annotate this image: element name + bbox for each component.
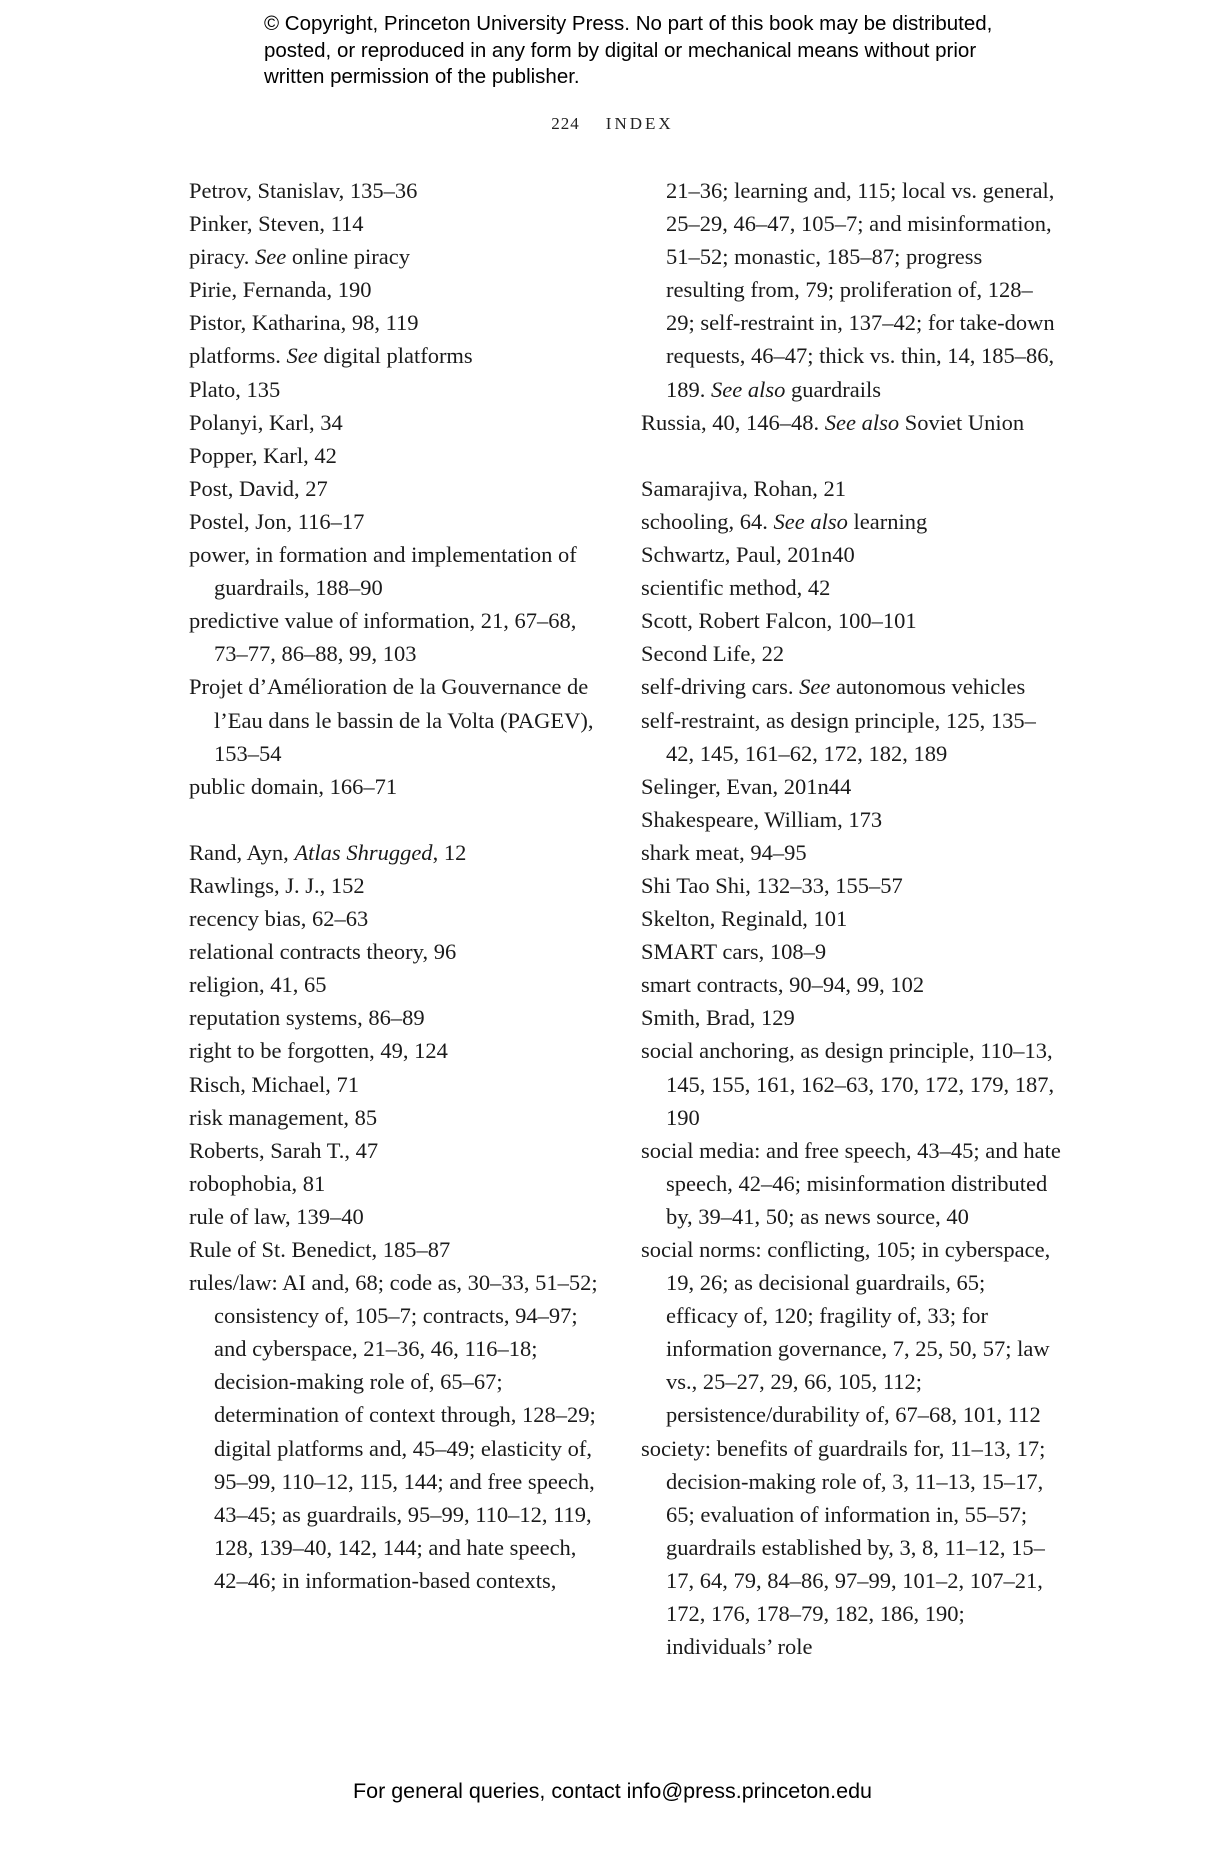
index-entry: Samarajiva, Rohan, 21 (641, 475, 846, 501)
index-entry: Selinger, Evan, 201n44 (641, 773, 852, 799)
index-entry: society: benefits of guardrails for, 11–13, 17; decision-making role of, 3, 11–13, 15–17, 65; evaluation of information in, 55–57; guardrails established by, 3, 8, 11–12, 15–17, 64, 79, 84–86, 97–99, 101–2, 107–21, 172, 176, 178–79, 182, 186, 190; individuals’ role (641, 1435, 1046, 1660)
index-entry: Skelton, Reginald, 101 (641, 906, 848, 932)
index-entry: Roberts, Sarah T., 47 (189, 1137, 379, 1163)
index-entry: scientific method, 42 (641, 575, 831, 601)
index-entry: Pinker, Steven, 114 (189, 211, 364, 237)
index-entry: risk management, 85 (189, 1104, 378, 1130)
index-entry: Risch, Michael, 71 (189, 1071, 359, 1097)
index-entry: Second Life, 22 (641, 641, 785, 667)
running-head-title: INDEX (605, 114, 674, 133)
index-entry: Projet d’Amélioration de la Gouvernance de l’Eau dans le bassin de la Volta (PAGEV), 153–54 (189, 674, 594, 766)
index-entry: self-driving cars. See autonomous vehicles (641, 674, 1026, 700)
index-entry: reputation systems, 86–89 (189, 1005, 425, 1031)
index-entry: public domain, 166–71 (189, 773, 398, 799)
index-entry: schooling, 64. See also learning (641, 508, 928, 534)
index-entry: Postel, Jon, 116–17 (189, 508, 365, 534)
index-entry: platforms. See digital platforms (189, 343, 473, 369)
index-entry: social norms: conflicting, 105; in cyberspace, 19, 26; as decisional guardrails, 65; efficacy of, 120; fragility of, 33; for information governance, 7, 25, 50, 57; law vs., 25–27, 29, 66, 105, 112; persistence/durability of, 67–68, 101, 112 (641, 1237, 1051, 1428)
index-entry: Petrov, Stanislav, 135–36 (189, 178, 418, 203)
index-entry: Rawlings, J. J., 152 (189, 872, 365, 898)
index-entry: Scott, Robert Falcon, 100–101 (641, 608, 917, 634)
index-entry: piracy. See online piracy (189, 244, 410, 270)
section-gap (641, 439, 1061, 472)
index-entry: Smith, Brad, 129 (641, 1005, 795, 1031)
index-entry: religion, 41, 65 (189, 972, 327, 998)
index-entry: Schwartz, Paul, 201n40 (641, 542, 855, 568)
index-entry: Plato, 135 (189, 376, 281, 402)
index-entry: right to be forgotten, 49, 124 (189, 1038, 448, 1064)
index-entry: recency bias, 62–63 (189, 906, 369, 932)
index-entry: relational contracts theory, 96 (189, 939, 457, 965)
index-entry: Post, David, 27 (189, 475, 328, 501)
index-entry: Shi Tao Shi, 132–33, 155–57 (641, 872, 903, 898)
index-entry: Popper, Karl, 42 (189, 442, 337, 468)
index-entry: rule of law, 139–40 (189, 1203, 364, 1229)
index-entry: SMART cars, 108–9 (641, 939, 827, 965)
copyright-notice: © Copyright, Princeton University Press. No part of this book may be distributed, posted, or reproduced in any form by digital or mechanical means without prior written permission of the publisher. (264, 12, 993, 88)
index-entry: social anchoring, as design principle, 110–13, 145, 155, 161, 162–63, 170, 172, 179, 187, 190 (641, 1038, 1055, 1130)
index-column-left (189, 174, 609, 1597)
section-gap (189, 803, 609, 836)
index-entry: shark meat, 94–95 (641, 839, 807, 865)
index-entry: Rand, Ayn, Atlas Shrugged, 12 (189, 839, 467, 865)
page-number: 224 (551, 114, 580, 133)
index-entry: social media: and free speech, 43–45; and hate speech, 42–46; misinformation distributed by, 39–41, 50; as news source, 40 (641, 1137, 1061, 1229)
index-entry: Rule of St. Benedict, 185–87 (189, 1237, 451, 1262)
index-entry: Russia, 40, 146–48. See also Soviet Union (641, 409, 1025, 435)
index-entry: rules/law: AI and, 68; code as, 30–33, 51–52; consistency of, 105–7; contracts, 94–97; and cyberspace, 21–36, 46, 116–18; decision-making role of, 65–67; determination of context through, 128–29; digital platforms and, 45–49; elasticity of, 95–99, 110–12, 115, 144; and free speech, 43–45; as guardrails, 95–99, 110–12, 119, 128, 139–40, 142, 144; and hate speech, 42–46; in information-based contexts, (189, 1270, 598, 1593)
index-entry: Shakespeare, William, 173 (641, 806, 883, 832)
footer-contact: For general queries, contact info@press.princeton.edu (352, 1779, 872, 1803)
index-entry: smart contracts, 90–94, 99, 102 (641, 972, 925, 998)
index-entry: power, in formation and implementation of guardrails, 188–90 (189, 542, 577, 601)
index-entry: Pistor, Katharina, 98, 119 (189, 310, 419, 336)
index-entry: Pirie, Fernanda, 190 (189, 277, 372, 303)
index-entry: Polanyi, Karl, 34 (189, 409, 343, 435)
index-entry: self-restraint, as design principle, 125, 135–42, 145, 161–62, 172, 182, 189 (641, 707, 1036, 766)
running-head (0, 114, 1225, 134)
index-entry: robophobia, 81 (189, 1170, 326, 1196)
index-entry: predictive value of information, 21, 67–68, 73–77, 86–88, 99, 103 (189, 608, 577, 667)
index-column-right (641, 174, 1061, 1663)
index-entry-continuation: 21–36; learning and, 115; local vs. general, 25–29, 46–47, 105–7; and misinformation, 51–52; monastic, 185–87; progress resulting from, 79; proliferation of, 128–29; self-restraint in, 137–42; for take-down requests, 46–47; thick vs. thin, 14, 185–86, 189. See also guardrails (666, 178, 1055, 402)
